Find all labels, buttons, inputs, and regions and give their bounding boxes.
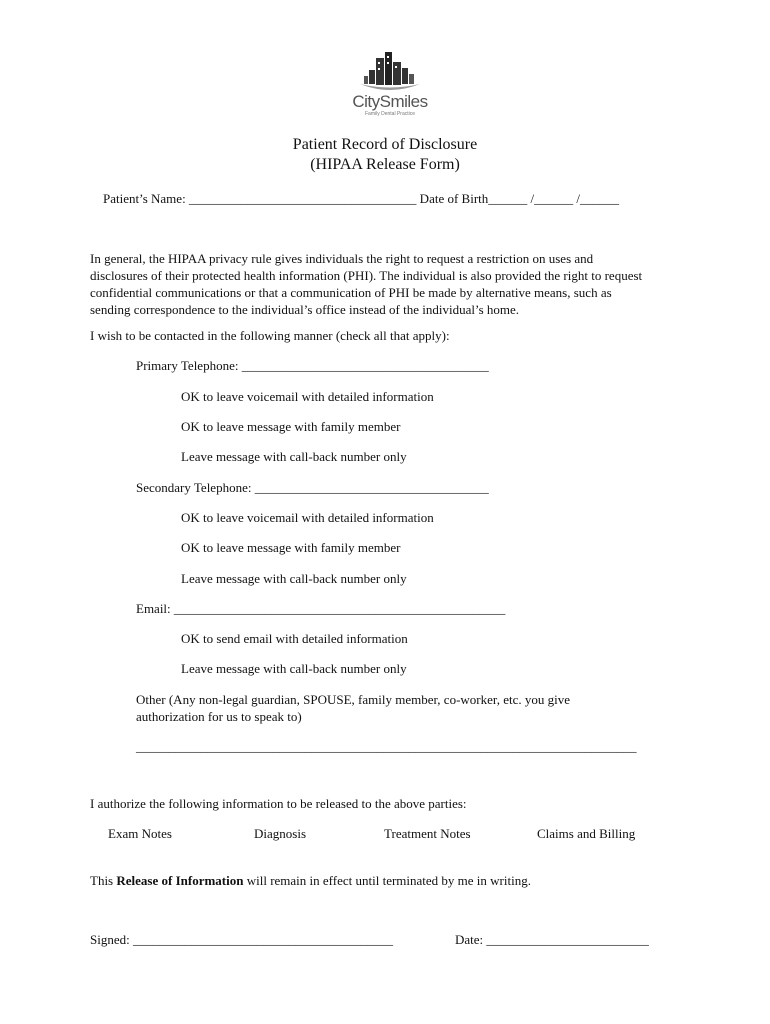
- logo-name: CitySmiles: [352, 92, 428, 111]
- treatment-notes-checkbox[interactable]: Treatment Notes: [384, 826, 471, 841]
- secondary-voicemail-checkbox[interactable]: OK to leave voicemail with detailed information: [181, 510, 434, 525]
- release-statement-end: will remain in effect until terminated by me in writing.: [243, 873, 531, 888]
- secondary-family-message-checkbox[interactable]: OK to leave message with family member: [181, 540, 401, 555]
- other-contact-continuation: authorization for us to speak to): [136, 709, 302, 724]
- logo-tagline: Family Dental Practice: [364, 111, 415, 117]
- other-contact-blank-line[interactable]: _____________________________________________________________________________: [136, 739, 637, 754]
- citysmiles-logo: [340, 44, 440, 120]
- claims-billing-checkbox[interactable]: Claims and Billing: [537, 826, 636, 841]
- diagnosis-checkbox[interactable]: Diagnosis: [254, 826, 306, 841]
- signature-date-line[interactable]: Date: _________________________: [455, 932, 649, 947]
- intro-line: In general, the HIPAA privacy rule gives individuals the right to request a restriction on uses and: [90, 251, 594, 266]
- intro-line: disclosures of their protected health information (PHI). The individual is also provided the right to request: [90, 268, 643, 283]
- form-subtitle: (HIPAA Release Form): [310, 156, 460, 173]
- release-statement-start: This: [90, 873, 117, 888]
- exam-notes-checkbox[interactable]: Exam Notes: [108, 826, 172, 841]
- patient-name-dob-line[interactable]: Patient’s Name: ___________________________________ Date of Birth______ /______ /______: [103, 191, 619, 206]
- email-callback-checkbox[interactable]: Leave message with call-back number only: [181, 661, 407, 676]
- release-prompt: I authorize the following information to be released to the above parties:: [90, 796, 467, 811]
- city-skyline-icon: [340, 44, 440, 94]
- email-checkbox[interactable]: Email: ___________________________________________________: [136, 601, 506, 616]
- primary-telephone-checkbox[interactable]: Primary Telephone: ______________________________________: [136, 358, 489, 373]
- secondary-callback-checkbox[interactable]: Leave message with call-back number only: [181, 571, 407, 586]
- email-detailed-checkbox[interactable]: OK to send email with detailed information: [181, 631, 408, 646]
- primary-callback-checkbox[interactable]: Leave message with call-back number only: [181, 449, 407, 464]
- release-of-information-bold: Release of Information: [116, 873, 244, 888]
- release-statement: [90, 873, 531, 889]
- primary-family-message-checkbox[interactable]: OK to leave message with family member: [181, 419, 401, 434]
- intro-paragraph: [90, 250, 690, 318]
- contact-prompt: I wish to be contacted in the following manner (check all that apply):: [90, 328, 450, 343]
- intro-line: confidential communications or that a communication of PHI be made by alternative means, such as: [90, 285, 612, 300]
- signature-line[interactable]: Signed: ________________________________________: [90, 932, 393, 947]
- intro-line: sending correspondence to the individual’s office instead of the individual’s home.: [90, 302, 520, 317]
- secondary-telephone-checkbox[interactable]: Secondary Telephone: ____________________________________: [136, 480, 489, 495]
- primary-voicemail-checkbox[interactable]: OK to leave voicemail with detailed information: [181, 389, 434, 404]
- form-title: Patient Record of Disclosure: [292, 136, 478, 153]
- other-contact-checkbox[interactable]: Other (Any non-legal guardian, SPOUSE, family member, co-worker, etc. you give: [136, 692, 570, 707]
